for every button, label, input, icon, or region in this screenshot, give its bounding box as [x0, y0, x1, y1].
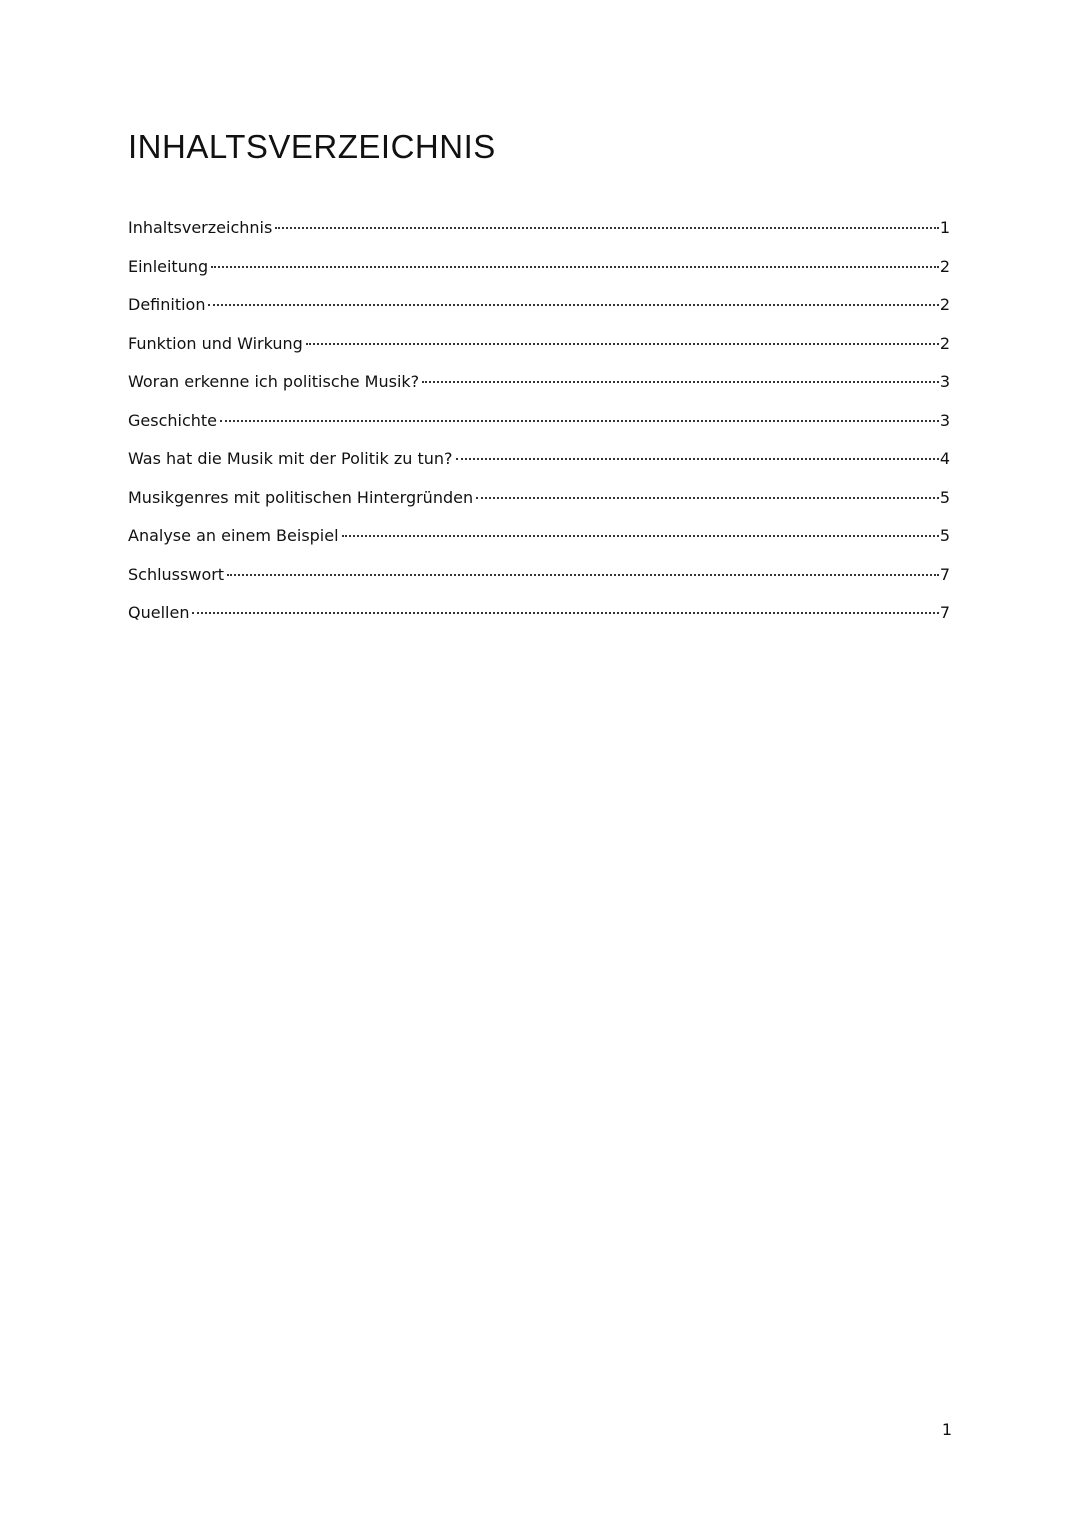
- toc-entry-label: Woran erkenne ich politische Musik?: [128, 372, 420, 391]
- toc-entry-label: Funktion und Wirkung: [128, 333, 303, 353]
- toc-entry-musik-und-politik[interactable]: [128, 443, 950, 482]
- toc-entry-einleitung[interactable]: [128, 251, 950, 290]
- toc-entry-label: Inhaltsverzeichnis: [128, 218, 273, 237]
- toc-entry-label: Quellen: [128, 603, 190, 622]
- toc-entry-label: Musikgenres mit politischen Hintergründen: [128, 487, 474, 507]
- dot-leader: [211, 266, 939, 268]
- toc-entry-definition[interactable]: [128, 289, 950, 328]
- dot-leader: [275, 227, 939, 229]
- toc-entry-label: Was hat die Musik mit der Politik zu tun?: [128, 449, 453, 468]
- table-of-contents: [128, 212, 950, 636]
- dot-leader: [227, 574, 939, 576]
- dot-leader: [192, 612, 938, 614]
- toc-entry-page: 4: [939, 449, 950, 468]
- page-title: INHALTSVERZEICHNIS: [128, 128, 496, 165]
- toc-entry-page: 2: [939, 333, 950, 353]
- dot-leader: [456, 458, 939, 460]
- toc-entry-geschichte[interactable]: [128, 405, 950, 444]
- toc-entry-page: 1: [939, 218, 950, 237]
- toc-entry-label: Geschichte: [128, 410, 218, 430]
- toc-entry-page: 2: [939, 295, 950, 314]
- toc-entry-page: 3: [939, 372, 950, 391]
- toc-entry-label: Definition: [128, 295, 206, 314]
- dot-leader: [220, 420, 939, 422]
- dot-leader: [476, 497, 939, 499]
- toc-entry-analyse[interactable]: [128, 520, 950, 559]
- toc-entry-schlusswort[interactable]: [128, 559, 950, 598]
- toc-entry-label: Analyse an einem Beispiel: [128, 526, 339, 545]
- toc-entry-page: 5: [939, 487, 950, 507]
- toc-entry-page: 3: [939, 410, 950, 430]
- toc-entry-label: Einleitung: [128, 256, 209, 276]
- dot-leader: [342, 535, 939, 537]
- dot-leader: [208, 304, 938, 306]
- toc-entry-inhaltsverzeichnis[interactable]: [128, 212, 950, 251]
- toc-entry-page: 2: [939, 256, 950, 276]
- toc-entry-funktion-und-wirkung[interactable]: [128, 328, 950, 367]
- toc-entry-musikgenres[interactable]: [128, 482, 950, 521]
- toc-entry-page: 7: [939, 603, 950, 622]
- toc-entry-label: Schlusswort: [128, 564, 225, 584]
- toc-entry-quellen[interactable]: [128, 597, 950, 636]
- dot-leader: [422, 381, 939, 383]
- toc-entry-politische-musik[interactable]: [128, 366, 950, 405]
- page-number: 1: [941, 1420, 952, 1439]
- toc-entry-page: 7: [939, 564, 950, 584]
- toc-entry-page: 5: [939, 526, 950, 545]
- dot-leader: [306, 343, 939, 345]
